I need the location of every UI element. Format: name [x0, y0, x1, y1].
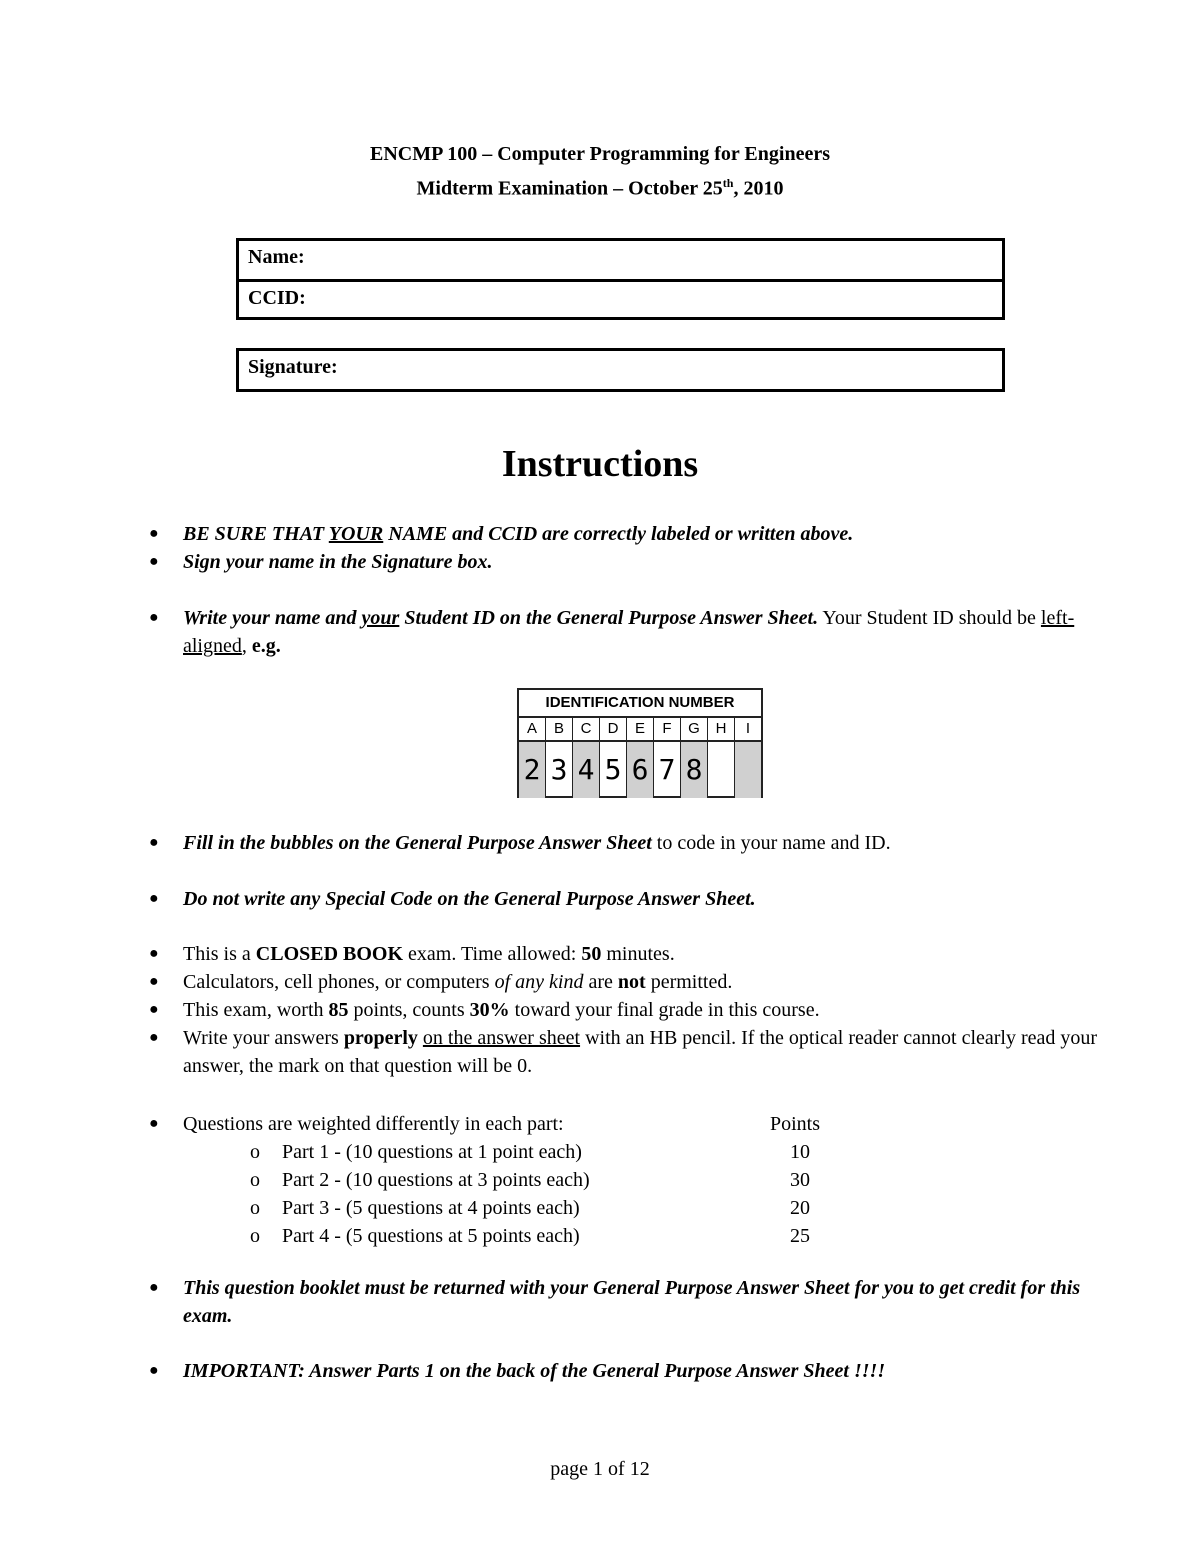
list-item: ● Do not write any Special Code on the General Purpose Answer Sheet. — [140, 885, 1110, 913]
id-letter: G — [681, 718, 708, 742]
id-digit: 7 — [654, 742, 681, 798]
instruction-list-2 — [140, 604, 1110, 660]
bullet-icon: ● — [149, 1279, 159, 1296]
circle-bullet-icon: o — [250, 1141, 260, 1163]
id-figure-title: IDENTIFICATION NUMBER — [519, 690, 761, 718]
id-digit: 5 — [600, 742, 627, 798]
instruction-list-1 — [140, 520, 1110, 576]
name-field[interactable]: Name: — [248, 246, 305, 268]
bullet-icon: ● — [149, 1115, 159, 1132]
id-digit: 3 — [546, 742, 573, 798]
instruction-list-4 — [140, 885, 1110, 913]
instructions-title: Instructions — [501, 443, 699, 485]
part-row: o Part 3 - (5 questions at 4 points each) 20 — [140, 1194, 1110, 1222]
list-item: ● Write your name and your Student ID on the General Purpose Answer Sheet. Your Student ID should be left-aligned, e.g. — [140, 604, 1110, 660]
part-row: o Part 1 - (10 questions at 1 point each) 10 — [140, 1138, 1110, 1166]
signature-box — [236, 348, 1005, 392]
identification-number-figure — [517, 688, 763, 798]
id-figure-digits — [519, 742, 761, 798]
bullet-icon: ● — [149, 973, 159, 990]
bullet-icon: ● — [149, 890, 159, 907]
instruction-list-8 — [140, 1357, 1110, 1385]
circle-bullet-icon: o — [250, 1197, 260, 1219]
id-letter: I — [735, 718, 761, 742]
instruction-list-3 — [140, 829, 1110, 857]
bullet-icon: ● — [149, 609, 159, 626]
list-item: ● This question booklet must be returned with your General Purpose Answer Sheet for you to get credit for this exam. — [140, 1274, 1110, 1330]
signature-field[interactable]: Signature: — [248, 356, 338, 378]
list-item: ● BE SURE THAT YOUR NAME and CCID are correctly labeled or written above. — [140, 520, 1110, 548]
id-letter: A — [519, 718, 546, 742]
bullet-icon: ● — [149, 1001, 159, 1018]
list-item: ● Fill in the bubbles on the General Purpose Answer Sheet to code in your name and ID. — [140, 829, 1110, 857]
id-digit: 4 — [573, 742, 600, 798]
part-row: o Part 4 - (5 questions at 5 points each) 25 — [140, 1222, 1110, 1250]
id-letter: F — [654, 718, 681, 742]
instruction-list-6 — [140, 1110, 1110, 1250]
circle-bullet-icon: o — [250, 1169, 260, 1191]
bullet-icon: ● — [149, 945, 159, 962]
id-letter: C — [573, 718, 600, 742]
bullet-icon: ● — [149, 553, 159, 570]
bullet-icon: ● — [149, 834, 159, 851]
id-letter: D — [600, 718, 627, 742]
exam-date: Midterm Examination – October 25th, 2010 — [416, 176, 784, 200]
list-item: ● This exam, worth 85 points, counts 30% toward your final grade in this course. — [140, 996, 1110, 1024]
course-title: ENCMP 100 – Computer Programming for Engineers — [370, 143, 830, 165]
bullet-icon: ● — [149, 1362, 159, 1379]
list-item: ● Sign your name in the Signature box. — [140, 548, 1110, 576]
name-ccid-box — [236, 238, 1005, 320]
list-item: ● IMPORTANT: Answer Parts 1 on the back of the General Purpose Answer Sheet !!!! — [140, 1357, 1110, 1385]
id-digit — [708, 742, 735, 798]
part-row: o Part 2 - (10 questions at 3 points each) 30 — [140, 1166, 1110, 1194]
list-item: ● This is a CLOSED BOOK exam. Time allowed: 50 minutes. — [140, 940, 1110, 968]
id-digit: 8 — [681, 742, 708, 798]
ccid-field[interactable]: CCID: — [239, 279, 1002, 317]
id-digit — [735, 742, 761, 798]
exam-header — [0, 140, 1200, 204]
list-item: ● Write your answers properly on the answer sheet with an HB pencil. If the optical reader cannot clearly read your answer, the mark on that question will be 0. — [140, 1024, 1110, 1080]
instruction-list-7 — [140, 1274, 1110, 1330]
id-letter: H — [708, 718, 735, 742]
id-digit: 2 — [519, 742, 546, 798]
bullet-icon: ● — [149, 1029, 159, 1046]
list-item: ● Calculators, cell phones, or computers of any kind are not permitted. — [140, 968, 1110, 996]
id-letter: E — [627, 718, 654, 742]
id-digit: 6 — [627, 742, 654, 798]
circle-bullet-icon: o — [250, 1225, 260, 1247]
instruction-list-5 — [140, 940, 1110, 1080]
bullet-icon: ● — [149, 525, 159, 542]
page-number: page 1 of 12 — [550, 1458, 650, 1480]
list-item: ● Questions are weighted differently in each part: Points — [140, 1110, 1110, 1138]
id-letter: B — [546, 718, 573, 742]
points-header: Points — [770, 1113, 821, 1135]
id-figure-letters — [519, 718, 761, 742]
